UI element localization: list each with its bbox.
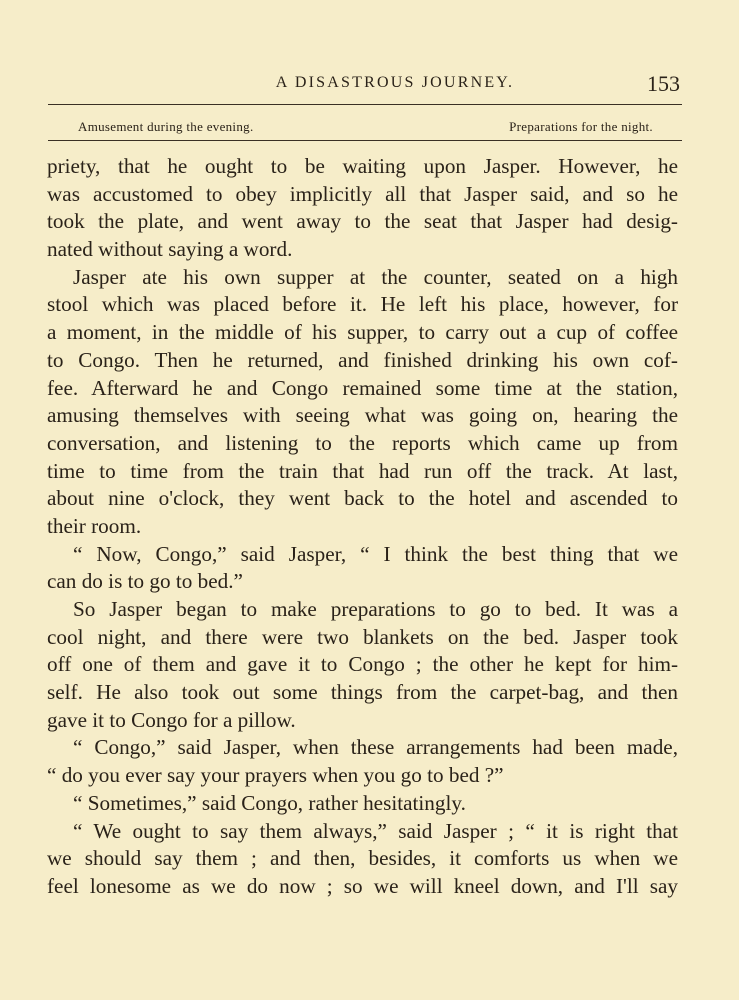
text-line: time to time from the train that had run off the track. At last,: [47, 458, 678, 483]
text-line: stool which was placed before it. He left his place, however, for: [47, 292, 678, 317]
text-line: we should say them ; and then, besides, it comforts us when we: [47, 846, 678, 871]
text-line: “ Congo,” said Jasper, when these arrangements had been made,: [73, 735, 678, 760]
text-line: nated without saying a word.: [47, 237, 293, 262]
text-line: to Congo. Then he returned, and finished drinking his own cof-: [47, 347, 678, 372]
text-line: a moment, in the middle of his supper, to carry out a cup of coffee: [47, 320, 678, 345]
text-line: self. He also took out some things from the carpet-bag, and then: [47, 680, 678, 705]
text-line: “ We ought to say them always,” said Jasper ; “ it is right that: [73, 818, 678, 843]
text-line: conversation, and listening to the reports which came up from: [47, 430, 678, 455]
text-line: “ do you ever say your prayers when you go to bed ?”: [47, 763, 504, 788]
text-line: was accustomed to obey implicitly all that Jasper said, and so he: [47, 181, 678, 206]
sidenote-right: Preparations for the night.: [509, 119, 653, 134]
page-number: 153: [647, 71, 680, 96]
header-rule-bottom: [48, 140, 682, 141]
running-title: A DISASTROUS JOURNEY.: [275, 74, 515, 91]
text-line: feel lonesome as we do now ; so we will kneel down, and I'll say: [47, 873, 678, 898]
text-line: So Jasper began to make preparations to go to bed. It was a: [73, 597, 678, 621]
header-rule-top: [48, 104, 682, 105]
sidenote-left: Amusement during the evening.: [78, 119, 254, 134]
text-line: “ Now, Congo,” said Jasper, “ I think the best thing that we: [73, 541, 678, 566]
text-line: Jasper ate his own supper at the counter, seated on a high: [73, 264, 678, 289]
text-line: took the plate, and went away to the seat that Jasper had desig-: [47, 209, 678, 234]
text-line: off one of them and gave it to Congo ; the other he kept for him-: [47, 652, 678, 677]
text-line: fee. Afterward he and Congo remained some time at the station,: [47, 375, 678, 400]
text-line: “ Sometimes,” said Congo, rather hesitatingly.: [73, 790, 466, 815]
body-text: [47, 153, 678, 901]
text-line: about nine o'clock, they went back to the hotel and ascended to: [47, 486, 678, 511]
running-head: [48, 72, 682, 98]
text-line: can do is to go to bed.”: [47, 569, 243, 594]
text-line: their room.: [47, 513, 142, 538]
text-line: cool night, and there were two blankets on the bed. Jasper took: [47, 624, 678, 649]
text-line: amusing themselves with seeing what was going on, hearing the: [47, 403, 678, 428]
text-line: priety, that he ought to be waiting upon Jasper. However, he: [47, 154, 678, 178]
text-line: gave it to Congo for a pillow.: [47, 707, 296, 732]
